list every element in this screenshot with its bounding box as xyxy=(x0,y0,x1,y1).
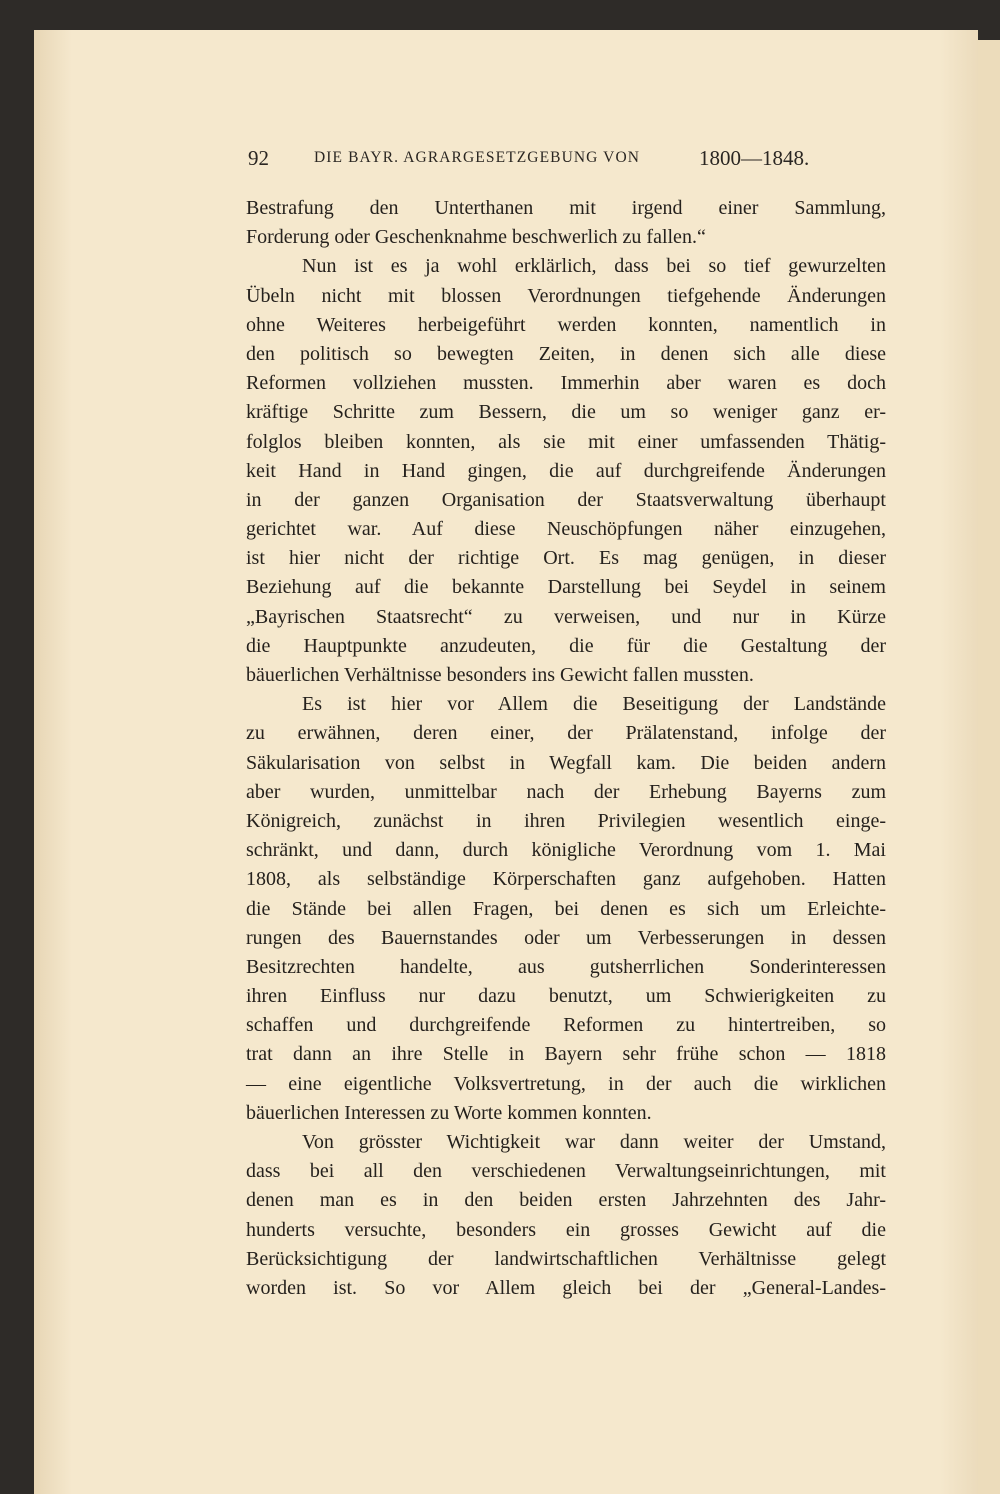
text-line: keit Hand in Hand gingen, die auf durchgreifende Änderungen xyxy=(246,459,886,482)
text-line: worden ist. So vor Allem gleich bei der „General-Landes- xyxy=(246,1276,886,1299)
text-line: Forderung oder Geschenknahme beschwerlich zu fallen.“ xyxy=(246,226,706,249)
text-line: Berücksichtigung der landwirtschaftlichen Verhältnisse gelegt xyxy=(246,1247,886,1270)
text-line: ist hier nicht der richtige Ort. Es mag genügen, in dieser xyxy=(246,547,886,570)
text-line: aber wurden, unmittelbar nach der Erhebung Bayerns zum xyxy=(246,780,886,803)
text-line: — eine eigentliche Volksvertretung, in der auch die wirklichen xyxy=(246,1072,886,1095)
text-line: bäuerlichen Verhältnisse besonders ins Gewicht fallen mussten. xyxy=(246,664,754,686)
text-line: schränkt, und dann, durch königliche Verordnung vom 1. Mai xyxy=(246,839,886,862)
text-line: Säkularisation von selbst in Wegfall kam. Die beiden andern xyxy=(246,751,886,774)
running-title-years: 1800—1848. xyxy=(699,146,810,170)
text-line: „Bayrischen Staatsrecht“ zu verweisen, und nur in Kürze xyxy=(246,605,886,628)
text-line: 1808, als selbständige Körperschaften ganz aufgehoben. Hatten xyxy=(246,868,886,891)
text-line: Es ist hier vor Allem die Beseitigung der Landstände xyxy=(302,693,886,716)
running-title: DIE BAYR. AGRARGESETZGEBUNG VON xyxy=(314,149,641,166)
body-text xyxy=(246,194,886,1303)
text-line: hunderts versuchte, besonders ein grosses Gewicht auf die xyxy=(246,1218,886,1241)
text-line: folglos bleiben konnten, als sie mit einer umfassenden Thätig- xyxy=(246,430,886,453)
text-line: gerichtet war. Auf diese Neuschöpfungen näher einzugehen, xyxy=(246,518,886,541)
text-line: die Hauptpunkte anzudeuten, die für die Gestaltung der xyxy=(246,634,886,657)
text-line: Von grösster Wichtigkeit war dann weiter der Umstand, xyxy=(302,1131,886,1153)
text-line: ihren Einfluss nur dazu benutzt, um Schwierigkeiten zu xyxy=(246,985,886,1008)
text-line: die Stände bei allen Fragen, bei denen es sich um Erleichte- xyxy=(246,897,886,920)
text-line: rungen des Bauernstandes oder um Verbesserungen in dessen xyxy=(246,926,886,949)
text-line: Beziehung auf die bekannte Darstellung bei Seydel in seinem xyxy=(246,576,886,599)
text-line: den politisch so bewegten Zeiten, in denen sich alle diese xyxy=(246,342,886,365)
text-line: bäuerlichen Interessen zu Worte kommen konnten. xyxy=(246,1101,652,1124)
page-number: 92 xyxy=(248,146,269,170)
text-line: Königreich, zunächst in ihren Privilegien wesentlich einge- xyxy=(246,809,886,832)
text-line: Besitzrechten handelte, aus gutsherrlichen Sonderinteressen xyxy=(246,955,886,978)
text-line: Bestrafung den Unterthanen mit irgend einer Sammlung, xyxy=(246,197,886,219)
text-line: ohne Weiteres herbeigeführt werden konnten, namentlich in xyxy=(246,313,886,336)
text-line: Übeln nicht mit blossen Verordnungen tiefgehende Änderungen xyxy=(246,284,886,307)
text-line: denen man es in den beiden ersten Jahrzehnten des Jahr- xyxy=(246,1189,886,1212)
text-line: zu erwähnen, deren einer, der Prälatenstand, infolge der xyxy=(246,722,886,745)
text-line: kräftige Schritte zum Bessern, die um so weniger ganz er- xyxy=(246,401,886,424)
text-line: in der ganzen Organisation der Staatsverwaltung überhaupt xyxy=(246,488,886,511)
text-line: schaffen und durchgreifende Reformen zu hintertreiben, so xyxy=(246,1014,886,1037)
text-line: Nun ist es ja wohl erklärlich, dass bei so tief gewurzelten xyxy=(302,255,886,278)
text-line: trat dann an ihre Stelle in Bayern sehr frühe schon — 1818 xyxy=(246,1043,886,1066)
text-line: dass bei all den verschiedenen Verwaltungseinrichtungen, mit xyxy=(246,1160,886,1183)
text-line: Reformen vollziehen mussten. Immerhin aber waren es doch xyxy=(246,372,886,395)
running-header xyxy=(248,146,888,176)
